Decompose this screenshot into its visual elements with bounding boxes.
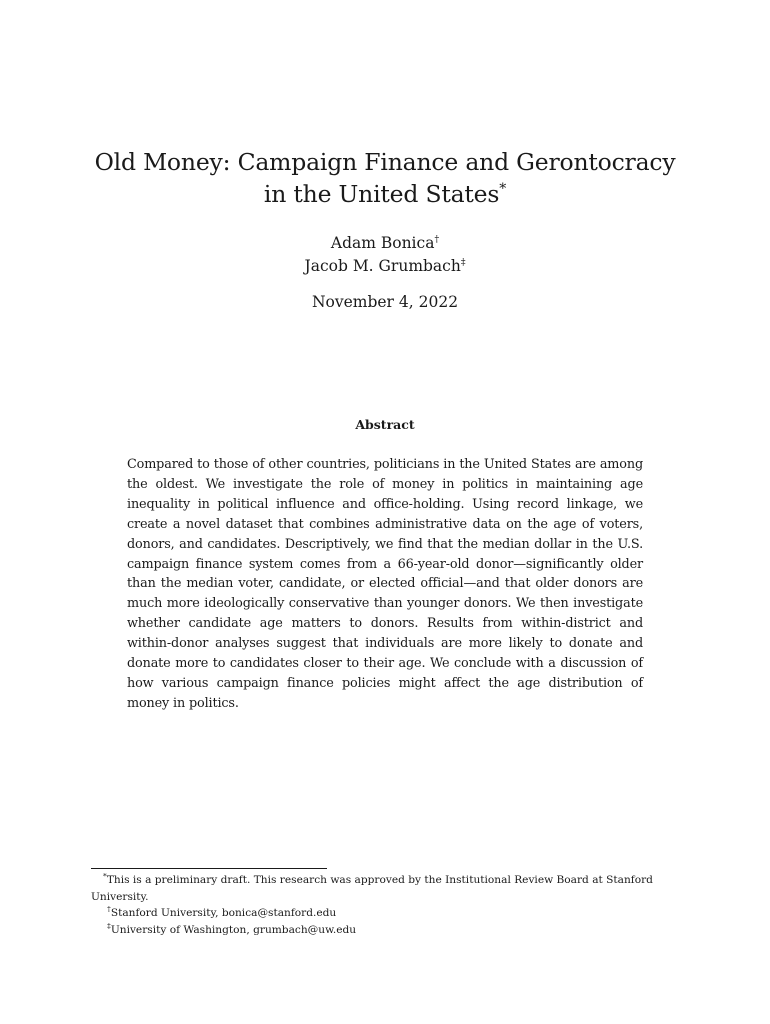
footnote-draft: [91, 872, 681, 905]
author-name: Adam Bonica: [330, 234, 435, 252]
author-footnote-mark: †: [434, 233, 440, 245]
abstract-heading: Abstract: [355, 417, 415, 432]
author-name: Jacob M. Grumbach: [304, 257, 461, 275]
paper-date: November 4, 2022: [311, 293, 459, 311]
author-bonica: [0, 232, 770, 254]
footnotes: [91, 872, 681, 938]
paper-title-line-2: in the United States: [263, 180, 500, 208]
paper-title: [0, 146, 770, 210]
abstract-text: Compared to those of other countries, politicians in the United States are among the oldest. We investigate the role of money in politics in maintaining age inequality in political influence and office-holding. Using record linkage, we create a novel dataset that combines administrative data on the age of voters, donors, and candidates. Descriptively, we find that the median dollar in the U.S. campaign finance system comes from a 66-year-old donor—significantly older than the median voter, candidate, or elected official—and that older donors are much more ideologically conservative than younger donors. We then investigate whether candidate age matters to donors. Results from within-district and within-donor analyses suggest that individuals are more likely to donate and donate more to candidates closer to their age. We conclude with a discussion of how various campaign finance policies might affect the age distribution of money in politics.: [127, 457, 643, 711]
footnote-grumbach: [91, 922, 681, 939]
footnote-mark: *: [103, 871, 107, 881]
footnote-bonica: [91, 905, 681, 922]
footnote-mark: †: [107, 904, 111, 914]
author-footnote-mark: ‡: [460, 256, 466, 268]
footnote-text: This is a preliminary draft. This research was approved by the Institutional Review Board at Stanford University.: [91, 874, 653, 903]
title-footnote-mark: *: [499, 181, 507, 198]
footnote-text: Stanford University, bonica@stanford.edu: [110, 907, 337, 919]
author-grumbach: [0, 255, 770, 277]
footnote-text: University of Washington, grumbach@uw.edu: [110, 923, 357, 936]
footnote-mark: ‡: [107, 920, 111, 930]
paper-title-line-1: Old Money: Campaign Finance and Gerontocracy: [94, 148, 676, 176]
footnote-divider: [91, 868, 327, 869]
